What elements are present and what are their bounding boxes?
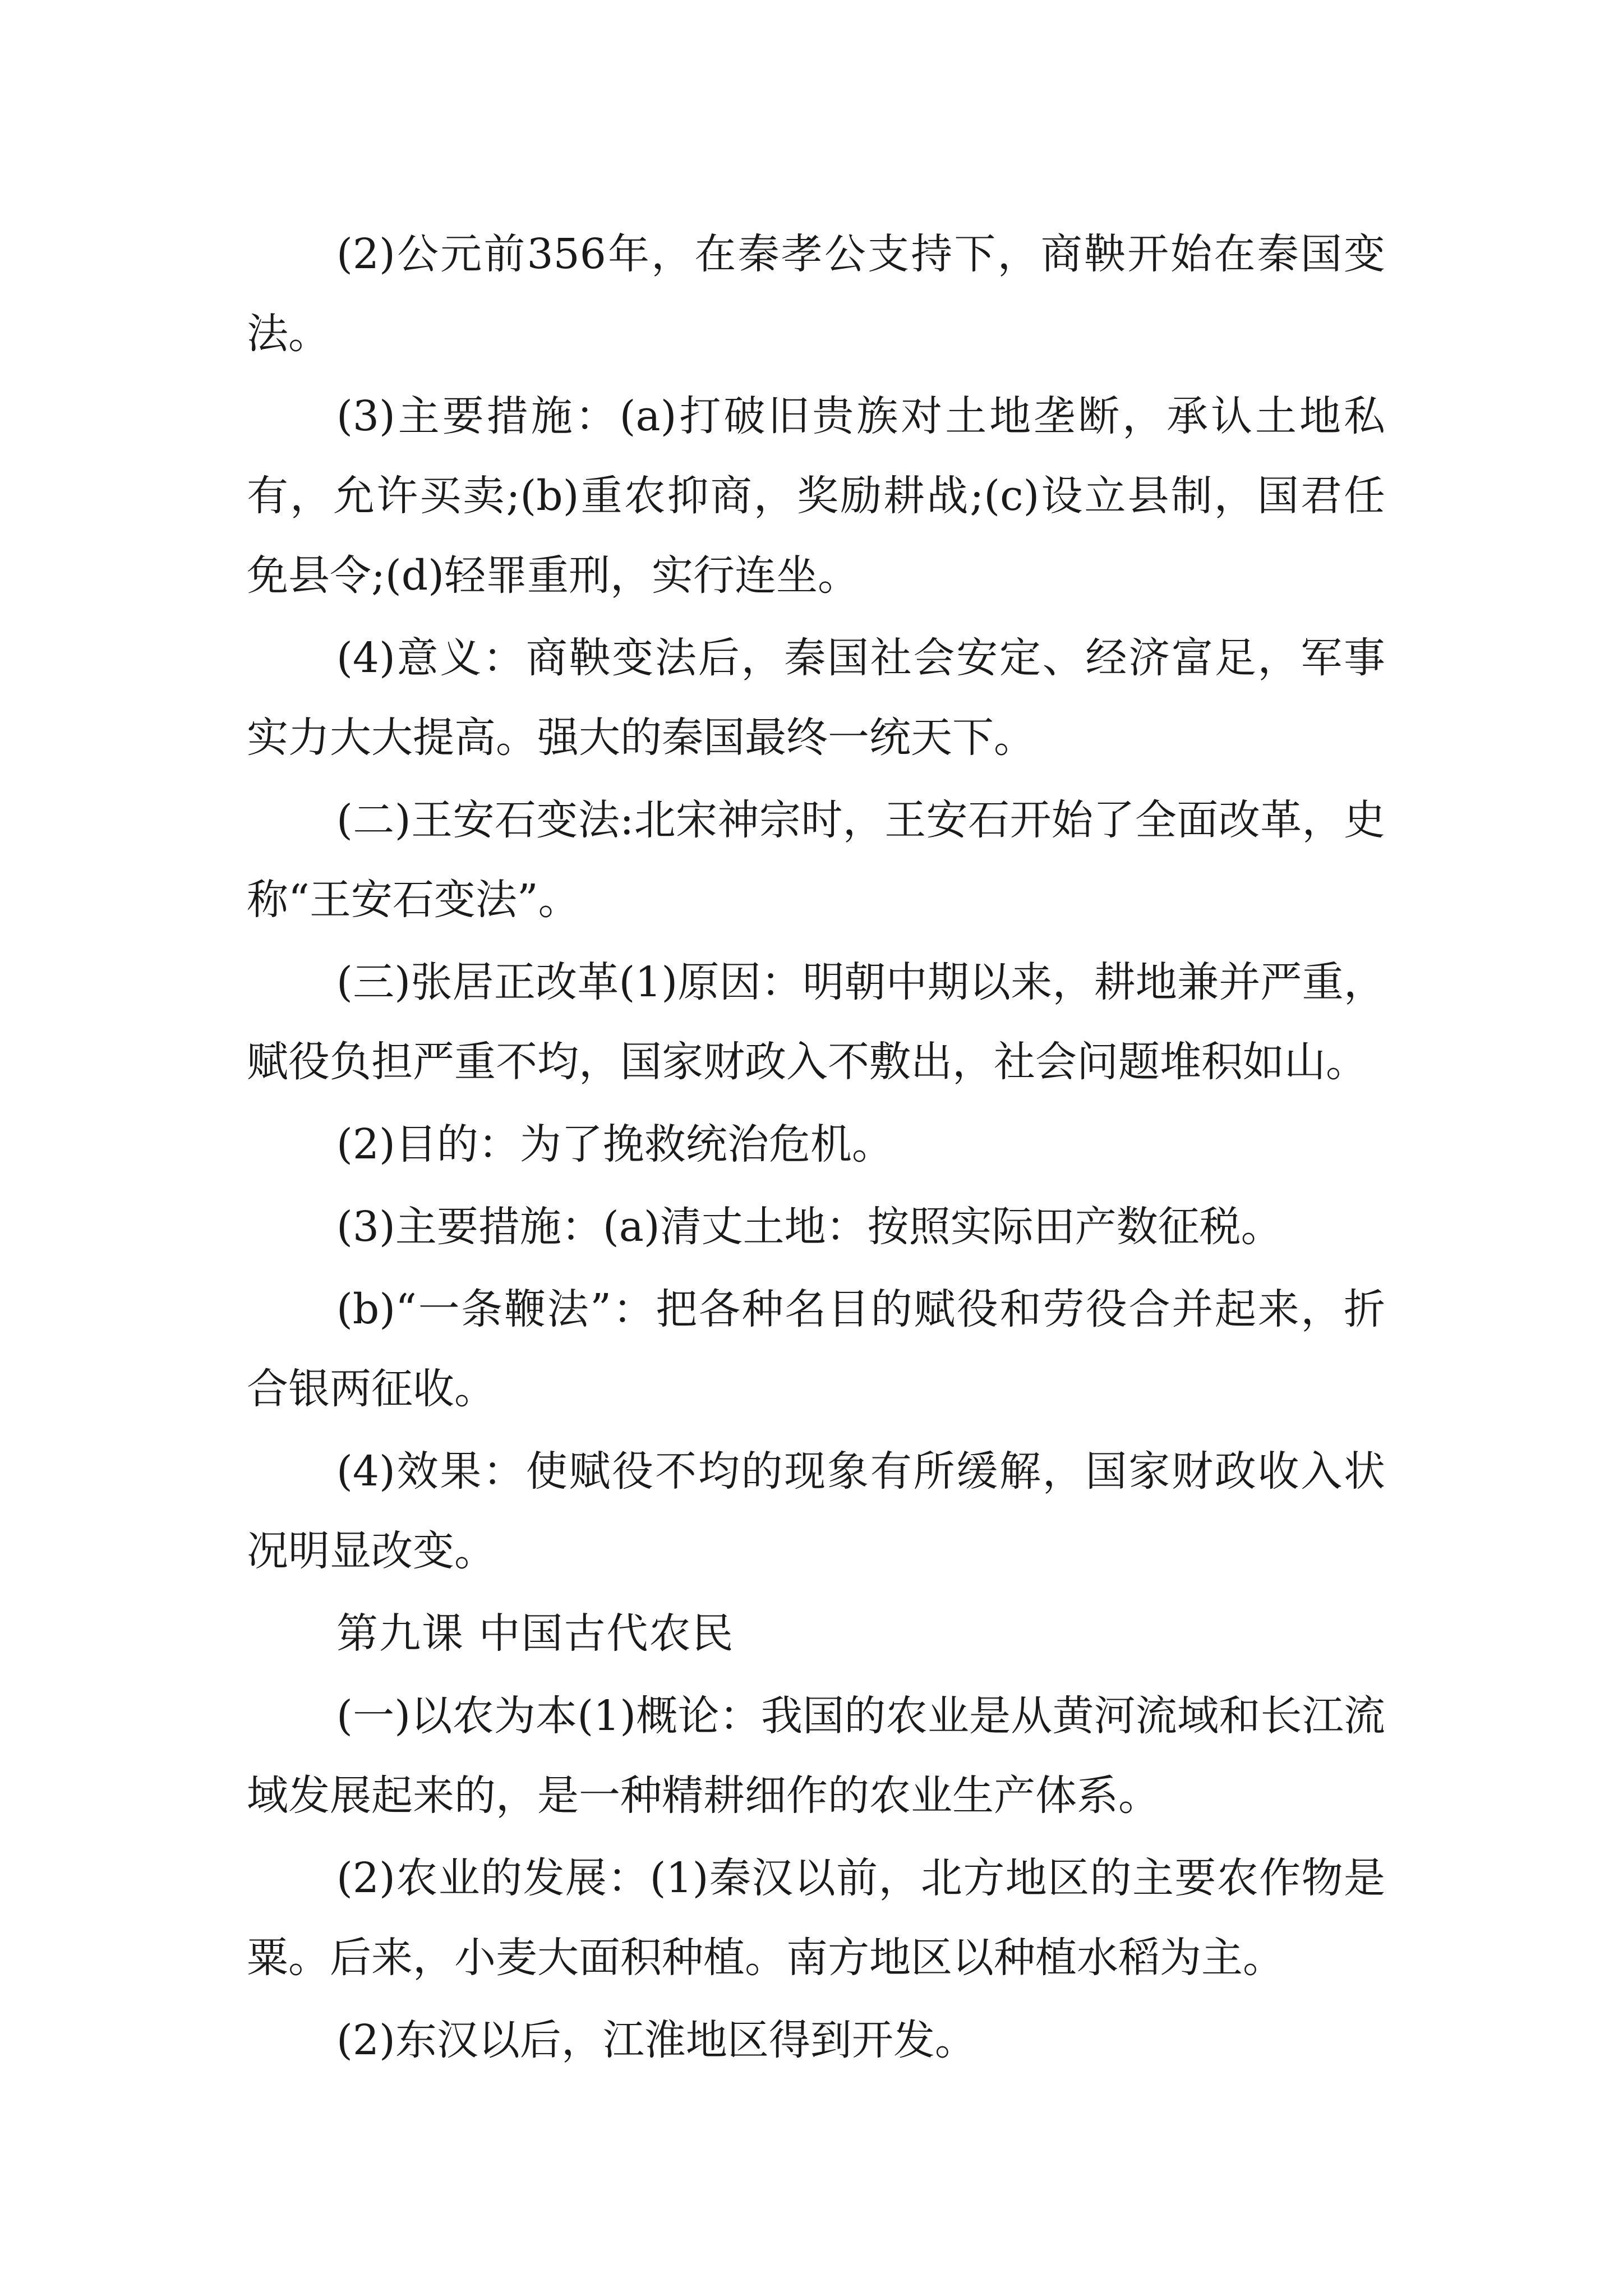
paragraph: (一)以农为本(1)概论：我国的农业是从黄河流域和长江流域发展起来的，是一种精耕细作的农业生产体系。 — [247, 1692, 1385, 1820]
paragraph: (4)效果：使赋役不均的现象有所缓解，国家财政收入状况明显改变。 — [247, 1447, 1385, 1575]
paragraph: (b)“一条鞭法”：把各种名目的赋役和劳役合并起来，折合银两征收。 — [247, 1285, 1385, 1413]
paragraph: (2)农业的发展：(1)秦汉以前，北方地区的主要农作物是粟。后来，小麦大面积种植。南方地区以种植水稻为主。 — [247, 1854, 1385, 1982]
paragraph: (2)公元前356年，在秦孝公支持下，商鞅开始在秦国变法。 — [247, 230, 1385, 358]
paragraph: (3)主要措施：(a)打破旧贵族对土地垄断，承认土地私有，允许买卖;(b)重农抑商，奖励耕战;(c)设立县制，国君任免县令;(d)轻罪重刑，实行连坐。 — [247, 392, 1385, 600]
paragraph: (2)东汉以后，江淮地区得到开发。 — [336, 2016, 976, 2064]
paragraph: (2)目的：为了挽救统治危机。 — [336, 1120, 893, 1168]
paragraph: (3)主要措施：(a)清丈土地：按照实际田产数征税。 — [336, 1203, 1283, 1251]
paragraph: (4)意义：商鞅变法后，秦国社会安定、经济富足，军事实力大大提高。强大的秦国最终一统天下。 — [247, 634, 1385, 762]
paragraph: (三)张居正改革(1)原因：明朝中期以来，耕地兼并严重，赋役负担严重不均，国家财政入不敷出，社会问题堆积如山。 — [247, 958, 1385, 1086]
paragraph: (二)王安石变法:北宋神宗时，王安石开始了全面改革，史称“王安石变法”。 — [247, 796, 1385, 924]
lesson-heading: 第九课 中国古代农民 — [336, 1609, 735, 1658]
document-page — [247, 214, 1385, 2083]
